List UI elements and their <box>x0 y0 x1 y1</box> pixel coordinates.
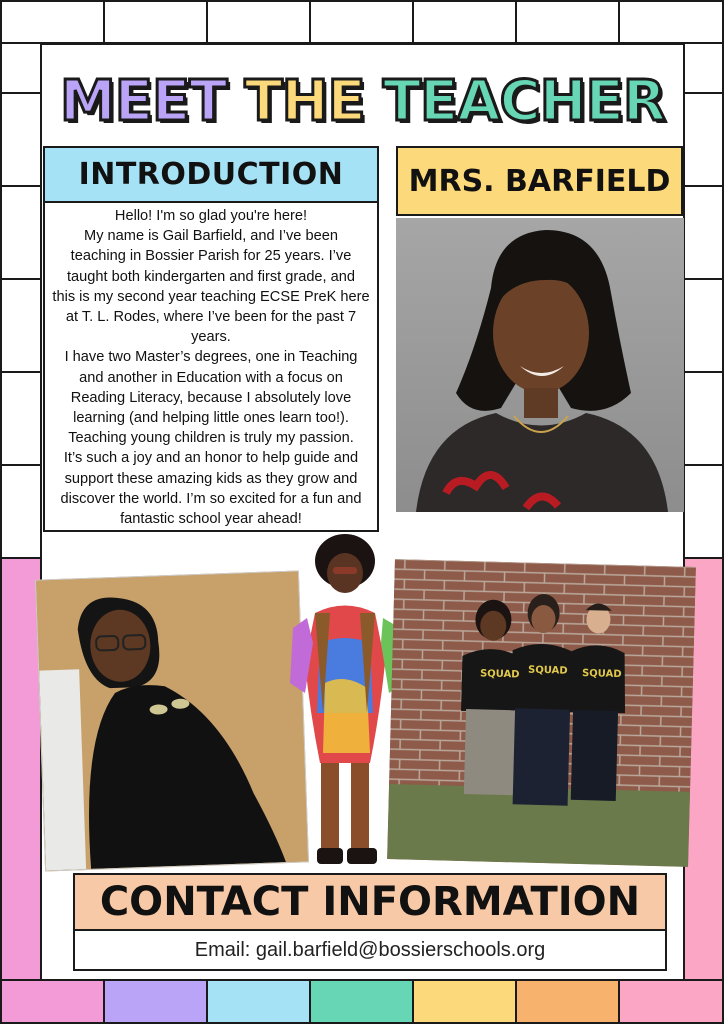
introduction-heading: INTRODUCTION <box>43 146 379 203</box>
intro-line: support these amazing kids as they grow and <box>64 470 358 487</box>
page-title <box>40 62 685 142</box>
grid-cell <box>103 0 208 44</box>
grid-cell-teal <box>309 979 414 1024</box>
grid-cell <box>683 42 724 94</box>
teacher-name-heading: MRS. BARFIELD <box>396 146 683 216</box>
grid-cell <box>309 0 414 44</box>
intro-line: It’s such a joy and an honor to help guide and <box>63 450 359 467</box>
introduction-text <box>43 203 379 532</box>
intro-line: years. <box>191 329 231 346</box>
intro-line: teaching in Bossier Parish for 25 years. I’ve <box>70 248 352 265</box>
grid-cell <box>0 42 42 94</box>
grid-cell <box>412 0 517 44</box>
svg-text:SQUAD: SQUAD <box>527 664 568 677</box>
intro-line: and another in Education with a focus on <box>79 369 343 386</box>
intro-line: I have two Master’s degrees, one in Teaching <box>64 349 358 366</box>
grid-cell <box>683 464 724 559</box>
grid-cell <box>206 0 311 44</box>
grid-cell <box>0 278 42 373</box>
title-word-the: THE <box>244 69 365 134</box>
intro-line: Reading Literacy, because I absolutely love <box>70 389 352 406</box>
intro-line: at T. L. Rodes, where I’ve been for the past 7 <box>65 309 357 326</box>
grid-cell-yellow <box>412 979 517 1024</box>
grid-cell <box>0 185 42 280</box>
grid-cell-sky <box>206 979 311 1024</box>
grid-cell <box>0 92 42 187</box>
intro-line: My name is Gail Barfield, and I’ve been <box>84 228 338 245</box>
grid-cell-pink <box>0 979 105 1024</box>
teacher-photo-black-outfit <box>35 570 309 871</box>
grid-cell-orange <box>515 979 620 1024</box>
grid-cell-pink <box>618 979 724 1024</box>
intro-line: fantastic school year ahead! <box>120 511 302 528</box>
grid-cell-purple <box>103 979 208 1024</box>
contact-heading: CONTACT INFORMATION <box>73 873 667 931</box>
grid-cell <box>683 278 724 373</box>
grid-cell <box>683 185 724 280</box>
intro-line: Teaching young children is truly my passion. <box>68 430 354 447</box>
grid-cell <box>0 464 42 559</box>
grid-cell <box>683 371 724 466</box>
title-word-teacher: TEACHER <box>382 69 665 134</box>
svg-text:SQUAD: SQUAD <box>479 668 520 681</box>
intro-line: Hello! I'm so glad you're here! <box>114 208 308 224</box>
teacher-portrait-photo <box>396 218 684 512</box>
grid-cell <box>515 0 620 44</box>
svg-text:SQUAD: SQUAD <box>581 668 622 681</box>
intro-line: this is my second year teaching ECSE PreK here <box>52 288 370 305</box>
intro-line: discover the world. I’m so excited for a fun and <box>60 490 362 507</box>
grid-cell <box>683 92 724 187</box>
contact-email: Email: gail.barfield@bossierschools.org <box>73 931 667 971</box>
grid-cell <box>0 0 105 44</box>
grid-cell <box>618 0 724 44</box>
intro-line: taught both kindergarten and first grade, and <box>66 268 356 285</box>
grid-cell <box>0 371 42 466</box>
team-group-photo <box>387 559 696 867</box>
title-word-meet: MEET <box>60 69 227 134</box>
intro-line: learning (and helping little ones learn too!). <box>73 410 349 427</box>
